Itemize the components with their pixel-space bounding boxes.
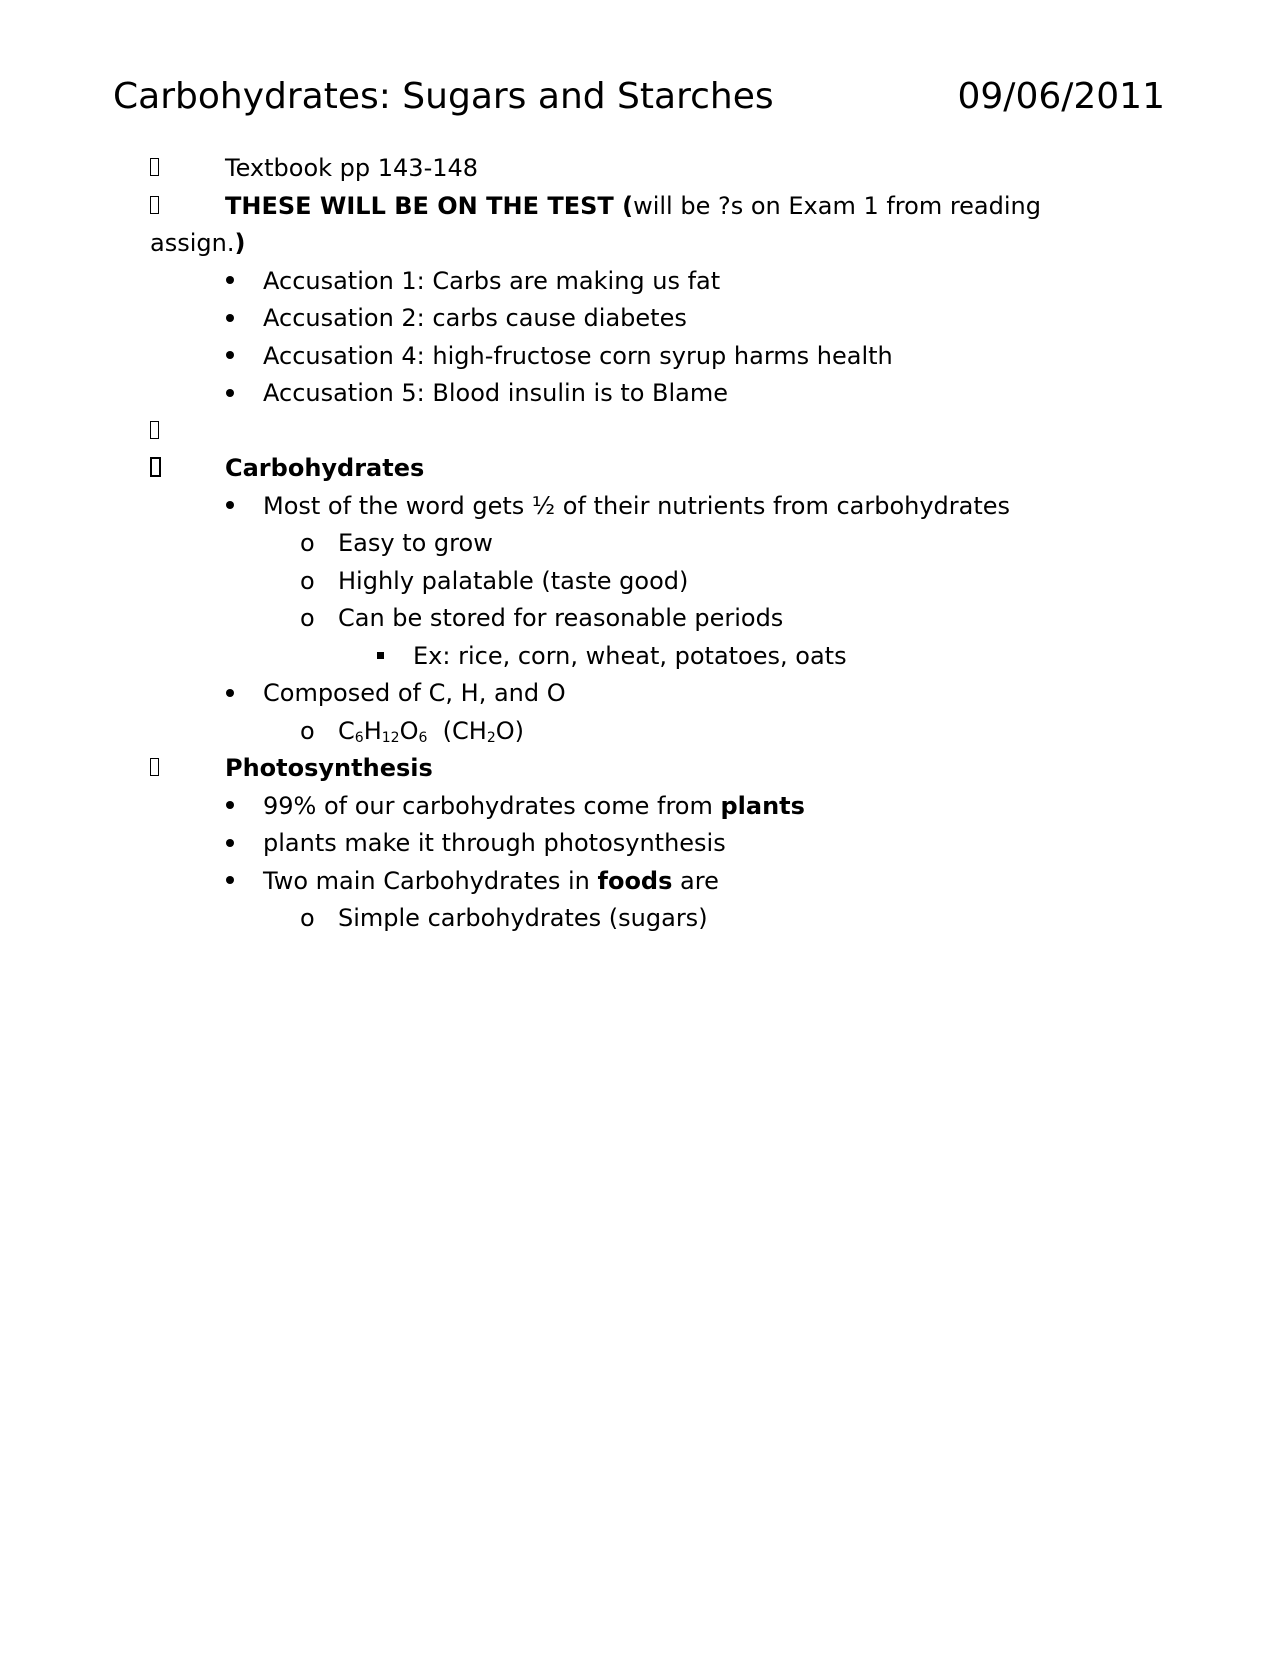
sub-bullet-icon: o <box>300 566 315 595</box>
notes-body <box>0 150 1280 938</box>
bullet-icon <box>226 675 234 713</box>
list-item: Accusation 1: Carbs are making us fat <box>0 263 1280 301</box>
list-item: 99% of our carbohydrates come from plants <box>0 788 1280 826</box>
bullet-icon <box>226 300 234 338</box>
list-item: Ex: rice, corn, wheat, potatoes, oats <box>0 638 1280 676</box>
bullet-icon <box>226 488 234 526</box>
list-item: Accusation 2: carbs cause diabetes <box>0 300 1280 338</box>
list-item: Composed of C, H, and O <box>0 675 1280 713</box>
sub-bullet-icon: o <box>300 716 315 745</box>
list-item: Most of the word gets ½ of their nutrients from carbohydrates <box>0 488 1280 526</box>
list-item-empty <box>0 413 1280 451</box>
list-item: Two main Carbohydrates in foods are <box>0 863 1280 901</box>
list-item: o Simple carbohydrates (sugars) <box>0 900 1280 938</box>
list-item: Accusation 4: high-fructose corn syrup harms health <box>0 338 1280 376</box>
bullet-icon <box>226 788 234 826</box>
checkbox-bullet-icon <box>150 413 159 451</box>
section-heading: Carbohydrates <box>225 454 425 482</box>
list-item: THESE WILL BE ON THE TEST (will be ?s on Exam 1 from reading <box>0 188 1280 226</box>
bullet-icon <box>226 263 234 301</box>
list-item: o Can be stored for reasonable periods <box>0 600 1280 638</box>
list-item: o Easy to grow <box>0 525 1280 563</box>
page-title: Carbohydrates: Sugars and Starches <box>113 76 774 117</box>
square-bullet-icon <box>377 638 384 676</box>
chemical-formula: $C_6H_{12}O_6$ $(CH_2O)$ <box>338 716 524 746</box>
list-item: Textbook pp 143-148 <box>0 150 1280 188</box>
sub-bullet-icon: o <box>300 529 315 557</box>
section-heading: Photosynthesis <box>225 754 433 782</box>
sub-bullet-icon: o <box>300 904 315 932</box>
sub-bullet-icon: o <box>300 604 315 632</box>
document-header <box>113 72 1165 122</box>
list-item <box>0 750 1280 788</box>
checkbox-bullet-icon <box>150 750 159 788</box>
date-label: 09/06/2011 <box>957 76 1165 117</box>
bullet-icon <box>226 338 234 376</box>
bullet-icon <box>226 375 234 413</box>
checkbox-bullet-icon <box>150 150 159 188</box>
list-item: o Highly palatable (taste good) <box>0 563 1280 601</box>
list-item <box>0 713 1280 751</box>
list-item <box>0 450 1280 488</box>
list-item: Accusation 5: Blood insulin is to Blame <box>0 375 1280 413</box>
checkbox-bullet-icon <box>150 450 161 488</box>
bullet-icon <box>226 863 234 901</box>
bullet-icon <box>226 825 234 863</box>
list-item: plants make it through photosynthesis <box>0 825 1280 863</box>
checkbox-bullet-icon <box>150 188 159 226</box>
list-item-continuation: assign.) <box>150 229 246 257</box>
